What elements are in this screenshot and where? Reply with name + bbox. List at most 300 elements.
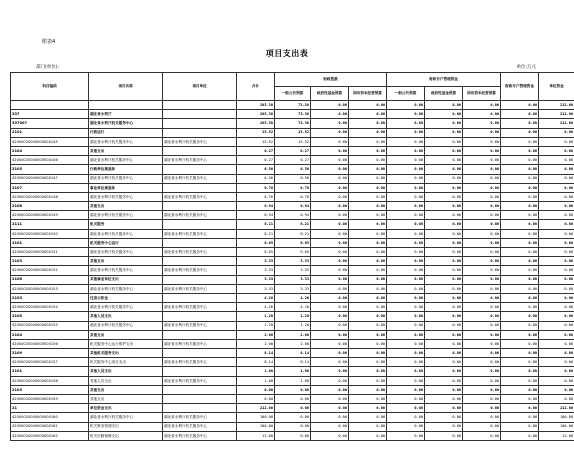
cell-value: 8.21 xyxy=(237,220,275,229)
table-row xyxy=(11,367,574,376)
cell-value: 4.26 xyxy=(275,303,311,312)
cell-name: 单位资金支出 xyxy=(89,404,163,413)
cell-value: 0.00 xyxy=(387,422,425,431)
cell-value: 0.00 xyxy=(387,312,425,321)
cell-value: 0.00 xyxy=(349,422,387,431)
cell-value: 0.00 xyxy=(349,284,387,293)
cell-value: 0.00 xyxy=(311,413,349,422)
table-row xyxy=(11,146,574,155)
cell-unit xyxy=(163,110,237,119)
cell-value: 0.00 xyxy=(425,101,463,110)
cell-value: 0.00 xyxy=(311,165,349,174)
cell-code: 42000020000000000160 xyxy=(11,413,89,422)
cell-value: 0.00 xyxy=(387,404,425,413)
cell-value: 0.00 xyxy=(501,339,539,348)
cell-value: 0.00 xyxy=(349,266,387,275)
cell-code: 42000020000000000159 xyxy=(11,395,89,404)
cell-value: 0.00 xyxy=(311,349,349,358)
cell-value: 0.00 xyxy=(275,431,311,440)
cell-unit xyxy=(163,349,237,358)
cell-value: 0.00 xyxy=(501,229,539,238)
cell-value: 0.00 xyxy=(501,413,539,422)
cell-value: 0.00 xyxy=(501,137,539,146)
cell-value: 2.00 xyxy=(275,330,311,339)
cell-value: 100.00 xyxy=(237,413,275,422)
cell-value: 0.00 xyxy=(501,431,539,440)
table-row xyxy=(11,128,574,137)
cell-value: 0.00 xyxy=(387,238,425,247)
cell-value: 0.00 xyxy=(349,413,387,422)
cell-value: 0.00 xyxy=(501,128,539,137)
cell-value: 0.00 xyxy=(387,229,425,238)
cell-value: 0.00 xyxy=(311,211,349,220)
cell-name: 湖北省水利厅机关服务中心 xyxy=(89,284,163,293)
cell-value: 0.00 xyxy=(463,229,501,238)
cell-value: 0.00 xyxy=(463,146,501,155)
cell-value: 0.00 xyxy=(311,422,349,431)
cell-code: 2101 xyxy=(11,367,89,376)
table-row xyxy=(11,284,574,293)
cell-code: 21 xyxy=(11,404,89,413)
cell-value: 1.20 xyxy=(237,312,275,321)
cell-value: 0.00 xyxy=(349,312,387,321)
cell-value: 0.00 xyxy=(387,220,425,229)
cell-value: 0.00 xyxy=(349,183,387,192)
cell-code: 42000020000000000151 xyxy=(11,248,89,257)
cell-value: 0.00 xyxy=(311,146,349,155)
cell-code: 42000020000000000161 xyxy=(11,422,89,431)
cell-name: 其他支出 xyxy=(89,395,163,404)
cell-value: 0.00 xyxy=(539,165,574,174)
cell-name: 湖北省水利厅机关服务中心 xyxy=(89,413,163,422)
cell-value: 0.00 xyxy=(501,165,539,174)
cell-value: 3.33 xyxy=(275,257,311,266)
cell-value: 0.00 xyxy=(275,422,311,431)
cell-value: 8.14 xyxy=(237,349,275,358)
cell-value: 0.00 xyxy=(311,284,349,293)
cell-value: 0.00 xyxy=(311,248,349,257)
cell-value: 2.00 xyxy=(237,339,275,348)
cell-name: 湖北省水利厅机关服务中心 xyxy=(89,137,163,146)
cell-value: 0.00 xyxy=(539,349,574,358)
table-row xyxy=(11,404,574,413)
cell-value: 0.00 xyxy=(463,257,501,266)
cell-value: 0.00 xyxy=(349,404,387,413)
cell-value: 0.00 xyxy=(463,312,501,321)
cell-value: 0.00 xyxy=(311,202,349,211)
cell-code: 42000020000000000150 xyxy=(11,229,89,238)
cell-name: 其他支出 xyxy=(89,202,163,211)
cell-value: 3.33 xyxy=(275,266,311,275)
cell-value: 15.52 xyxy=(275,137,311,146)
cell-value: 0.00 xyxy=(463,266,501,275)
cell-value: 0.00 xyxy=(387,367,425,376)
col-header-sub3: 国有资本经营预算 xyxy=(349,87,387,101)
cell-value: 0.00 xyxy=(387,330,425,339)
cell-value: 1.00 xyxy=(275,376,311,385)
cell-value: 3.33 xyxy=(275,275,311,284)
table-row xyxy=(11,238,574,247)
col-header-total: 合计 xyxy=(237,73,275,101)
cell-unit xyxy=(163,385,237,394)
cell-value: 0.00 xyxy=(463,137,501,146)
cell-value: 0.00 xyxy=(387,293,425,302)
cell-name: 其他人员支出 xyxy=(89,312,163,321)
cell-value: 0.00 xyxy=(387,101,425,110)
cell-value: 8.21 xyxy=(237,229,275,238)
cell-code: 42000020000000000149 xyxy=(11,211,89,220)
cell-value: 0.00 xyxy=(463,174,501,183)
cell-value: 0.00 xyxy=(349,192,387,201)
cell-value: 0.00 xyxy=(501,275,539,284)
cell-value: 0.00 xyxy=(463,321,501,330)
cell-value: 0.00 xyxy=(349,101,387,110)
cell-value: 6.65 xyxy=(275,248,311,257)
cell-value: 0.00 xyxy=(425,220,463,229)
cell-value: 0.00 xyxy=(275,395,311,404)
table-row xyxy=(11,358,574,367)
cell-value: 0.00 xyxy=(349,119,387,128)
cell-value: 0.00 xyxy=(425,358,463,367)
cell-unit: 湖北省水利厅机关服务中心 xyxy=(163,321,237,330)
cell-value: 0.27 xyxy=(237,146,275,155)
cell-value: 0.00 xyxy=(311,220,349,229)
cell-value: 0.00 xyxy=(387,174,425,183)
cell-value: 15.52 xyxy=(237,128,275,137)
cell-value: 0.00 xyxy=(387,211,425,220)
cell-value: 0.00 xyxy=(425,404,463,413)
cell-unit: 湖北省水利厅机关服务中心 xyxy=(163,248,237,257)
cell-value: 0.00 xyxy=(463,165,501,174)
table-row xyxy=(11,229,574,238)
cell-value: 12.00 xyxy=(237,431,275,440)
cell-value: 0.00 xyxy=(463,220,501,229)
cell-name: 湖北省水利厅机关服务中心 xyxy=(89,248,163,257)
cell-value: 0.00 xyxy=(387,248,425,257)
cell-value: 0.94 xyxy=(237,202,275,211)
cell-name: 其他支出 xyxy=(89,385,163,394)
cell-value: 0.00 xyxy=(311,101,349,110)
table-row xyxy=(11,303,574,312)
cell-value: 8.14 xyxy=(237,358,275,367)
cell-value: 212.00 xyxy=(539,101,574,110)
cell-value: 0.00 xyxy=(311,431,349,440)
cell-value: 0.56 xyxy=(275,165,311,174)
cell-value: 212.00 xyxy=(237,404,275,413)
cell-code: 42000020000000000154 xyxy=(11,303,89,312)
cell-value: 0.00 xyxy=(463,110,501,119)
cell-value: 0.00 xyxy=(275,385,311,394)
cell-value: 0.00 xyxy=(463,422,501,431)
cell-value: 15.52 xyxy=(237,137,275,146)
cell-value: 0.27 xyxy=(237,156,275,165)
cell-value: 0.00 xyxy=(425,202,463,211)
cell-value: 0.00 xyxy=(425,422,463,431)
cell-name: 其他人员支出 xyxy=(89,367,163,376)
cell-code: 42000020000000000146 xyxy=(11,156,89,165)
cell-value: 0.00 xyxy=(539,220,574,229)
cell-value: 0.00 xyxy=(425,229,463,238)
cell-value: 0.00 xyxy=(387,192,425,201)
cell-value: 0.00 xyxy=(349,257,387,266)
cell-name: 其他支出 xyxy=(89,330,163,339)
cell-value: 0.00 xyxy=(425,183,463,192)
department-label: 部门(单位): xyxy=(36,65,60,70)
cell-code: 42000020000000000155 xyxy=(11,321,89,330)
cell-value: 0.00 xyxy=(349,211,387,220)
cell-unit xyxy=(163,119,237,128)
cell-value: 1.20 xyxy=(275,312,311,321)
cell-value: 0.00 xyxy=(463,101,501,110)
cell-value: 0.00 xyxy=(311,303,349,312)
cell-value: 0.00 xyxy=(349,174,387,183)
table-row xyxy=(11,431,574,440)
cell-value: 0.00 xyxy=(237,385,275,394)
col-header-sub5: 政府性基金预算 xyxy=(425,87,463,101)
cell-value: 0.00 xyxy=(501,321,539,330)
cell-value: 0.00 xyxy=(387,165,425,174)
cell-unit xyxy=(163,395,237,404)
cell-code: 42000020000000000162 xyxy=(11,431,89,440)
cell-value: 0.00 xyxy=(349,275,387,284)
cell-value: 0.00 xyxy=(387,110,425,119)
cell-value: 0.00 xyxy=(463,156,501,165)
cell-code: 2105 xyxy=(11,165,89,174)
cell-unit: 湖北省水利厅机关服务中心 xyxy=(163,156,237,165)
cell-value: 0.00 xyxy=(501,358,539,367)
cell-value: 0.56 xyxy=(237,165,275,174)
cell-value: 0.00 xyxy=(501,303,539,312)
cell-value: 0.00 xyxy=(425,349,463,358)
cell-value: 0.00 xyxy=(275,413,311,422)
col-header-special: 财政专户管理资金 xyxy=(501,73,539,101)
cell-unit: 湖北省水利厅机关服务中心 xyxy=(163,422,237,431)
cell-value: 0.00 xyxy=(349,229,387,238)
cell-value: 0.00 xyxy=(539,211,574,220)
cell-value: 212.00 xyxy=(539,119,574,128)
cell-value: 212.00 xyxy=(539,110,574,119)
table-row xyxy=(11,376,574,385)
cell-code: 2104 xyxy=(11,330,89,339)
cell-value: 0.00 xyxy=(463,293,501,302)
table-row xyxy=(11,349,574,358)
cell-value: 1.00 xyxy=(237,376,275,385)
cell-name: 湖北省水利厅机关服务中心 xyxy=(89,266,163,275)
cell-value: 0.00 xyxy=(311,183,349,192)
cell-value: 0.00 xyxy=(539,257,574,266)
cell-code: 337007 xyxy=(11,119,89,128)
cell-value: 0.00 xyxy=(425,174,463,183)
cell-name: 其他支出 xyxy=(89,257,163,266)
cell-value: 0.00 xyxy=(387,321,425,330)
cell-value: 0.00 xyxy=(501,266,539,275)
cell-value: 0.00 xyxy=(349,303,387,312)
cell-value: 0.00 xyxy=(463,358,501,367)
cell-value: 0.00 xyxy=(425,110,463,119)
table-row xyxy=(11,413,574,422)
cell-value: 0.00 xyxy=(425,431,463,440)
cell-value: 0.00 xyxy=(349,349,387,358)
cell-code: 2105 xyxy=(11,312,89,321)
cell-value: 0.00 xyxy=(539,339,574,348)
cell-name: 湖北省水利厅机关服务中心 xyxy=(89,229,163,238)
cell-value: 0.00 xyxy=(501,238,539,247)
cell-value: 0.00 xyxy=(387,137,425,146)
cell-code: 337 xyxy=(11,110,89,119)
cell-value: 3.33 xyxy=(237,275,275,284)
cell-value: 0.00 xyxy=(463,367,501,376)
cell-unit: 湖北省水利厅机关服务中心 xyxy=(163,266,237,275)
col-header-sub6: 国有资本经营预算 xyxy=(463,87,501,101)
cell-value: 3.33 xyxy=(237,257,275,266)
cell-value: 0.00 xyxy=(311,229,349,238)
cell-value: 0.00 xyxy=(501,257,539,266)
cell-value: 0.00 xyxy=(349,146,387,155)
cell-value: 0.00 xyxy=(349,293,387,302)
cell-value: 8.21 xyxy=(275,229,311,238)
cell-value: 0.00 xyxy=(349,128,387,137)
cell-unit xyxy=(163,146,237,155)
cell-code: 2108 xyxy=(11,202,89,211)
table-row xyxy=(11,119,574,128)
cell-value: 0.00 xyxy=(349,431,387,440)
cell-value: 0.00 xyxy=(463,211,501,220)
col-header-sub1: 一般公共预算 xyxy=(275,87,311,101)
cell-value: 0.94 xyxy=(237,211,275,220)
cell-value: 0.00 xyxy=(425,413,463,422)
cell-code: 2104 xyxy=(11,146,89,155)
cell-value: 0.00 xyxy=(539,376,574,385)
cell-value: 0.00 xyxy=(501,248,539,257)
cell-value: 0.00 xyxy=(501,422,539,431)
cell-value: 0.76 xyxy=(275,192,311,201)
cell-code: 42000020000000000147 xyxy=(11,174,89,183)
cell-name: 其他机关服务支出 xyxy=(89,349,163,358)
cell-value: 0.00 xyxy=(349,321,387,330)
table-row xyxy=(11,248,574,257)
cell-value: 0.00 xyxy=(463,404,501,413)
cell-value: 0.00 xyxy=(311,330,349,339)
col-group-special: 财政专户管理资金 xyxy=(387,73,501,87)
cell-value: 0.00 xyxy=(539,321,574,330)
cell-value: 0.00 xyxy=(349,238,387,247)
cell-code xyxy=(11,101,89,110)
cell-value: 0.00 xyxy=(311,192,349,201)
cell-unit xyxy=(163,220,237,229)
cell-value: 0.00 xyxy=(311,156,349,165)
cell-unit xyxy=(163,275,237,284)
table-row xyxy=(11,266,574,275)
cell-code: 42000020000000000148 xyxy=(11,192,89,201)
cell-unit xyxy=(163,312,237,321)
cell-name: 其他支出 xyxy=(89,146,163,155)
cell-unit xyxy=(163,238,237,247)
cell-value: 2.00 xyxy=(237,330,275,339)
cell-value: 0.00 xyxy=(311,385,349,394)
cell-value: 3.33 xyxy=(237,284,275,293)
cell-value: 212.00 xyxy=(539,404,574,413)
cell-value: 0.94 xyxy=(275,211,311,220)
cell-value: 0.00 xyxy=(501,174,539,183)
currency-unit-label: 单位:万元 xyxy=(516,65,536,70)
cell-value: 0.00 xyxy=(425,284,463,293)
cell-name: 湖北省水利厅机关服务中心 xyxy=(89,156,163,165)
table-row xyxy=(11,257,574,266)
cell-value: 12.00 xyxy=(539,431,574,440)
cell-value: 0.00 xyxy=(349,358,387,367)
cell-value: 0.00 xyxy=(501,146,539,155)
col-header-code: 科目编码 xyxy=(11,73,89,101)
table-row xyxy=(11,422,574,431)
cell-value: 0.00 xyxy=(463,192,501,201)
cell-value: 0.00 xyxy=(501,192,539,201)
cell-value: 0.00 xyxy=(387,146,425,155)
cell-value: 0.00 xyxy=(501,101,539,110)
table-row xyxy=(11,192,574,201)
cell-value: 0.00 xyxy=(501,293,539,302)
cell-name: 湖北省水利厅机关服务中心 xyxy=(89,303,163,312)
table-row xyxy=(11,174,574,183)
cell-value: 0.00 xyxy=(539,284,574,293)
cell-value: 0.00 xyxy=(425,275,463,284)
cell-value: 0.00 xyxy=(311,358,349,367)
cell-value: 0.00 xyxy=(425,339,463,348)
cell-value: 15.52 xyxy=(275,128,311,137)
table-row xyxy=(11,339,574,348)
cell-value: 0.00 xyxy=(311,395,349,404)
cell-name: 行政单位离退休 xyxy=(89,165,163,174)
cell-value: 0.00 xyxy=(501,119,539,128)
cell-value: 0.00 xyxy=(311,321,349,330)
cell-code: 2107 xyxy=(11,183,89,192)
cell-value: 73.38 xyxy=(275,110,311,119)
cell-code: 42000020000000000152 xyxy=(11,266,89,275)
cell-code: 42000020000000000156 xyxy=(11,339,89,348)
cell-value: 285.38 xyxy=(237,110,275,119)
cell-unit: 湖北省水利厅机关服务中心 xyxy=(163,358,237,367)
cell-value: 0.00 xyxy=(425,321,463,330)
cell-value: 0.00 xyxy=(463,385,501,394)
cell-name: 湖北省水利厅机关服务中心 xyxy=(89,174,163,183)
cell-code: 2103 xyxy=(11,385,89,394)
cell-value: 0.00 xyxy=(501,284,539,293)
cell-value: 0.00 xyxy=(349,165,387,174)
cell-value: 285.38 xyxy=(237,101,275,110)
cell-unit xyxy=(163,183,237,192)
cell-unit xyxy=(163,367,237,376)
col-header-sub2: 政府性基金预算 xyxy=(311,87,349,101)
cell-value: 0.00 xyxy=(311,119,349,128)
cell-unit xyxy=(163,257,237,266)
cell-value: 0.00 xyxy=(387,119,425,128)
cell-value: 6.65 xyxy=(237,238,275,247)
cell-value: 0.27 xyxy=(275,156,311,165)
cell-value: 0.00 xyxy=(501,156,539,165)
cell-code: 42000020000000000158 xyxy=(11,376,89,385)
cell-value: 0.00 xyxy=(349,202,387,211)
cell-unit xyxy=(163,101,237,110)
cell-value: 0.00 xyxy=(425,128,463,137)
col-header-unit-funds: 单位资金 xyxy=(539,73,574,101)
cell-value: 0.00 xyxy=(387,183,425,192)
cell-value: 0.00 xyxy=(463,275,501,284)
cell-value: 8.14 xyxy=(275,349,311,358)
cell-name: 行政运行 xyxy=(89,128,163,137)
cell-name: 机关服务中心项目支出 xyxy=(89,358,163,367)
cell-value: 0.00 xyxy=(501,404,539,413)
cell-name: 机关服务中心运行维护支出 xyxy=(89,339,163,348)
cell-value: 0.56 xyxy=(237,174,275,183)
